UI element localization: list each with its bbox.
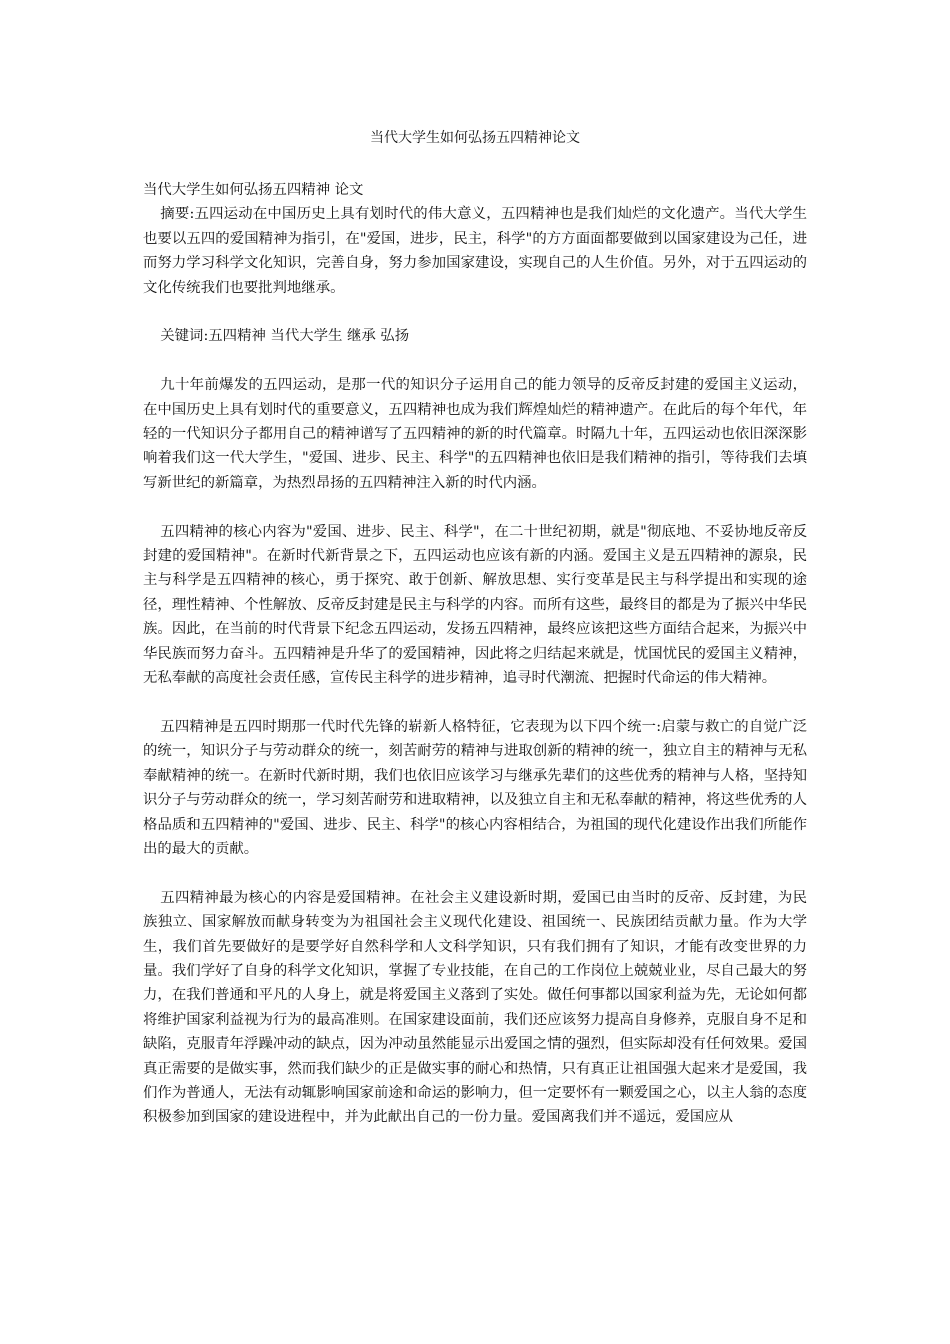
body-paragraph-1: 九十年前爆发的五四运动，是那一代的知识分子运用自己的能力领导的反帝反封建的爱国主义运动，在中国历史上具有划时代的重要意义，五四精神也成为我们辉煌灿烂的精神遗产。在此后的每个年代，年轻的一代知识分子都用自己的精神谱写了五四精神的新的时代篇章。时隔九十年，五四运动也依旧深深影响着我们这一代大学生，"爱国、进步、民主、科学"的五四精神也依旧是我们精神的指引，等待我们去填写新世纪的新篇章，为热烈昂扬的五四精神注入新的时代内涵。 [143,377,807,491]
document-subtitle: 当代大学生如何弘扬五四精神 论文 [143,182,364,198]
keywords-paragraph: 关键词:五四精神 当代大学生 继承 弘扬 [160,328,410,345]
document-title: 当代大学生如何弘扬五四精神论文 [370,130,580,146]
body-paragraph-2: 五四精神的核心内容为"爱国、进步、民主、科学"，在二十世纪初期，就是"彻底地、不妥协地反帝反封建的爱国精神"。在新时代新背景之下，五四运动也应该有新的内涵。爱国主义是五四精神的源泉，民主与科学是五四精神的核心，勇于探究、敢于创新、解放思想、实行变革是民主与科学提出和实现的途径，理性精神、个性解放、反帝反封建是民主与科学的内容。而所有这些，最终目的都是为了振兴中华民族。因此，在当前的时代背景下纪念五四运动，发扬五四精神，最终应该把这些方面结合起来，为振兴中华民族而努力奋斗。五四精神是升华了的爱国精神，因此将之归结起来就是，忧国忧民的爱国主义精神，无私奉献的高度社会责任感，宣传民主科学的进步精神，追寻时代潮流、把握时代命运的伟大精神。 [143,523,807,687]
body-paragraph-4: 五四精神最为核心的内容是爱国精神。在社会主义建设新时期，爱国已由当时的反帝、反封建，为民族独立、国家解放而献身转变为为祖国社会主义现代化建设、祖国统一、民族团结贡献力量。作为大学生，我们首先要做好的是要学好自然科学和人文科学知识，只有我们拥有了知识，才能有改变世界的力量。我们学好了自身的科学文化知识，掌握了专业技能，在自己的工作岗位上兢兢业业，尽自己最大的努力，在我们普通和平凡的人身上，就是将爱国主义落到了实处。做任何事都以国家利益为先，无论如何都将维护国家利益视为行为的最高准则。在国家建设面前，我们还应该努力提高自身修养，克服自身不足和缺陷，克服青年浮躁冲动的缺点，因为冲动虽然能显示出爱国之情的强烈，但实际却没有任何效果。爱国真正需要的是做实事，然而我们缺少的正是做实事的耐心和热情，只有真正让祖国强大起来才是爱国，我们作为普通人，无法有动辄影响国家前途和命运的影响力，但一定要怀有一颗爱国之心，以主人翁的态度积极参加到国家的建设进程中，并为此献出自己的一份力量。爱国离我们并不遥远，爱国应从 [143,889,807,1126]
document-body [143,178,807,1130]
abstract-paragraph: 摘要:五四运动在中国历史上具有划时代的伟大意义，五四精神也是我们灿烂的文化遗产。当代大学生也要以五四的爱国精神为指引，在"爱国，进步，民主，科学"的方方面面都要做到以国家建设为己任，进而努力学习科学文化知识，完善自身，努力参加国家建设，实现自己的人生价值。另外，对于五四运动的文化传统我们也要批判地继承。 [143,206,807,296]
body-paragraph-3: 五四精神是五四时期那一代时代先锋的崭新人格特征，它表现为以下四个统一:启蒙与救亡的自觉广泛的统一，知识分子与劳动群众的统一，刻苦耐劳的精神与进取创新的精神的统一，独立自主的精神与无私奉献精神的统一。在新时代新时期，我们也依旧应该学习与继承先辈们的这些优秀的精神与人格，坚持知识分子与劳动群众的统一，学习刻苦耐劳和进取精神，以及独立自主和无私奉献的精神，将这些优秀的人格品质和五四精神的"爱国、进步、民主、科学"的核心内容相结合，为祖国的现代化建设作出我们所能作出的最大的贡献。 [143,718,807,857]
